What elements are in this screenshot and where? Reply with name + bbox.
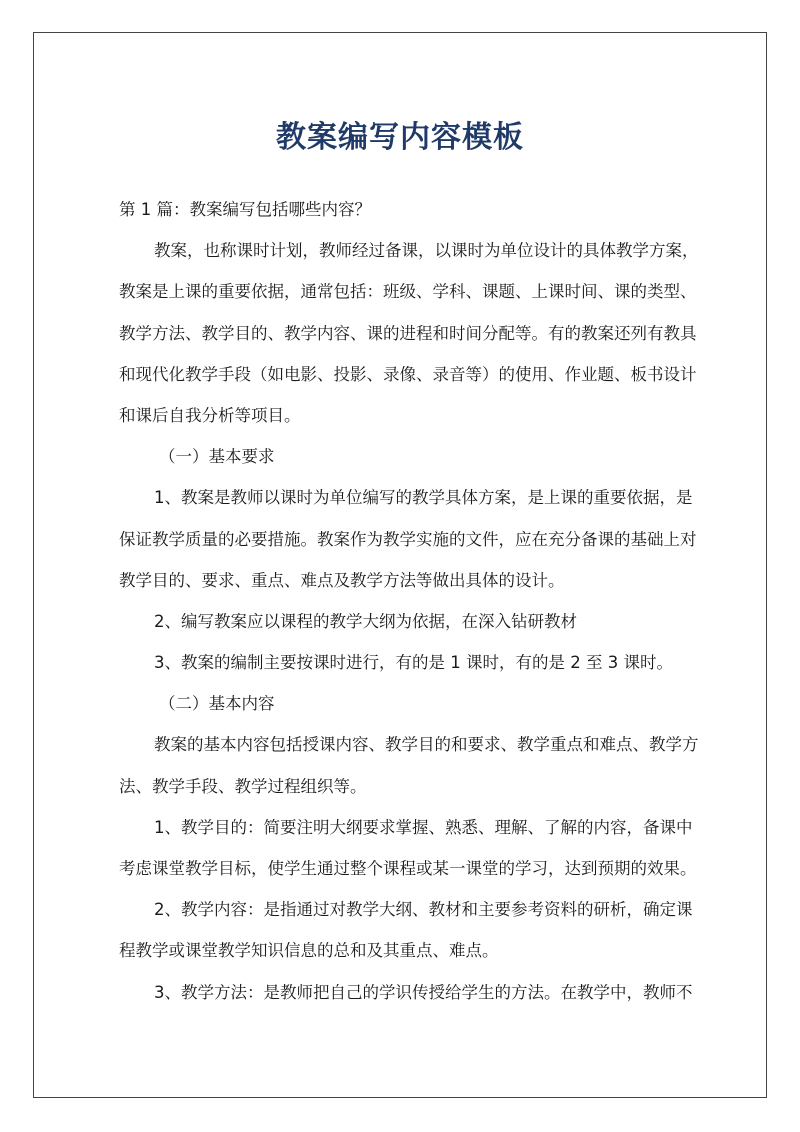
text-line: 教案是上课的重要依据，通常包括：班级、学科、课题、上课时间、课的类型、 (119, 282, 697, 302)
text-line: 考虑课堂教学目标，使学生通过整个课程或某一课堂的学习，达到预期的效果。 (119, 859, 697, 878)
section-heading: （二）基本内容 (159, 694, 275, 714)
text-line: 程教学或课堂教学知识信息的总和及其重点、难点。 (119, 941, 499, 961)
document-body (119, 189, 699, 1013)
text-line: 教案的基本内容包括授课内容、教学目的和要求、教学重点和难点、教学方 (154, 735, 699, 755)
text-line: 保证教学质量的必要措施。教案作为教学实施的文件，应在充分备课的基础上对 (119, 529, 697, 549)
text-line: 3、教案的编制主要按课时进行，有的是 1 课时，有的是 2 至 3 课时。 (154, 653, 673, 673)
text-line: 教学目的、要求、重点、难点及教学方法等做出具体的设计。 (119, 570, 565, 590)
text-line: 1、教学目的：简要注明大纲要求掌握、熟悉、理解、了解的内容，备课中 (154, 817, 693, 837)
section-heading: （一）基本要求 (159, 447, 275, 467)
text-line: 和课后自我分析等项目。 (119, 405, 301, 425)
text-line: 2、教学内容：是指通过对教学大纲、教材和主要参考资料的研析，确定课 (154, 900, 693, 920)
text-line: 法、教学手段、教学过程组织等。 (119, 776, 367, 796)
text-line: 1、教案是教师以课时为单位编写的教学具体方案，是上课的重要依据，是 (154, 488, 693, 508)
text-line: 2、编写教案应以课程的教学大纲为依据，在深入钻研教材 (154, 611, 577, 631)
text-line: 教学方法、教学目的、教学内容、课的进程和时间分配等。有的教案还列有教具 (119, 323, 697, 343)
text-line: 教案，也称课时计划，教师经过备课，以课时为单位设计的具体教学方案， (154, 241, 699, 261)
text-line: 和现代化教学手段（如电影、投影、录像、录音等）的使用、作业题、板书设计 (119, 364, 697, 384)
document-title: 教案编写内容模板 (276, 120, 524, 155)
text-line: 第 1 篇：教案编写包括哪些内容？ (119, 200, 371, 219)
text-line: 3、教学方法：是教师把自己的学识传授给学生的方法。在教学中，教师不 (154, 982, 693, 1002)
